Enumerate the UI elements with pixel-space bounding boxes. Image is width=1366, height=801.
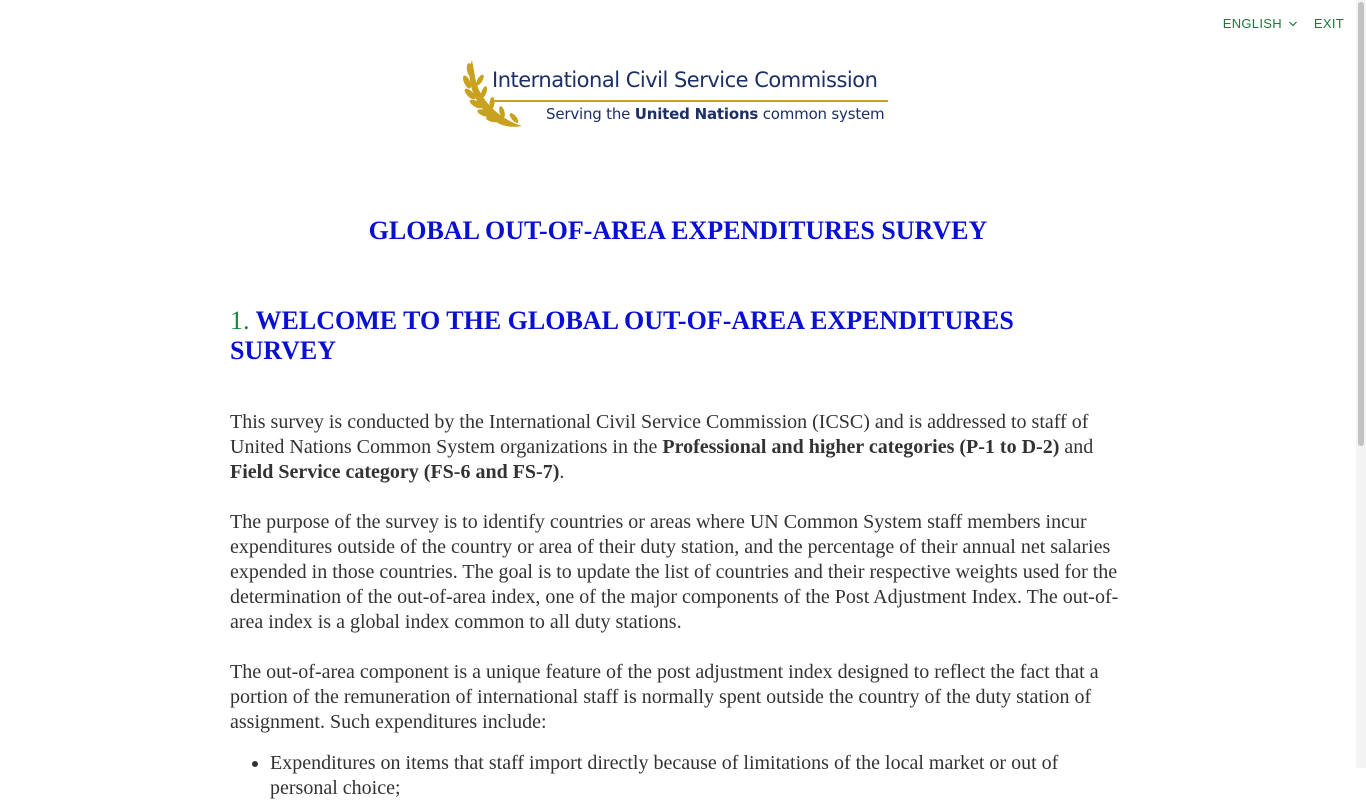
list-item: • Expenditures on items that staff import directly because of limitations of the local market or out of personal choice;: [270, 751, 1120, 801]
logo-tagline: [546, 105, 884, 123]
intro-text-e: .: [559, 461, 565, 483]
component-paragraph: The out-of-area component is a unique feature of the post adjustment index designed to reflect the fact that a portion of the remuneration of international staff is normally spent outside the country of the duty station of assignment. Such expenditures include:: [230, 661, 1099, 733]
intro-text-c: and: [1059, 436, 1094, 458]
intro-text-categories-field: Field Service category (FS-6 and FS-7): [230, 461, 560, 483]
intro-text-a: This survey is conducted by the International Civil Service Commission (ICSC) and is addressed to staff of United Nations Common System organizations in the: [230, 411, 1089, 458]
welcome-section: [230, 306, 1120, 801]
top-bar: [1223, 16, 1344, 31]
intro-text-categories-professional: Professional and higher categories (P-1 to D-2): [662, 436, 1060, 458]
logo-tagline-un: United Nations: [634, 105, 759, 123]
intro-paragraph: [230, 410, 1120, 485]
logo-tagline-post: common system: [758, 105, 885, 123]
chevron-down-icon: [1288, 19, 1298, 29]
logo-title: International Civil Service Commission: [492, 68, 878, 92]
section-heading: [230, 306, 1120, 366]
scrollbar-thumb[interactable]: [1358, 2, 1364, 446]
exit-link[interactable]: EXIT: [1313, 16, 1344, 31]
logo-divider: [492, 100, 888, 102]
logo-tagline-pre: Serving the: [546, 105, 635, 123]
page-scrollbar[interactable]: [1356, 0, 1366, 768]
section-number: 1.: [230, 306, 250, 335]
survey-title: GLOBAL OUT-OF-AREA EXPENDITURES SURVEY: [368, 216, 988, 245]
purpose-paragraph: The purpose of the survey is to identify countries or areas where UN Common System staff members incur expenditures outside of the country or area of their duty station, and the percentage of their annual net salaries expended in those countries. The goal is to update the list of countries and their respective weights used for the determination of the out-of-area index, one of the major components of the Post Adjustment Index. The out-of-area index is a global index common to all duty stations.: [230, 511, 1119, 633]
language-selector[interactable]: [1223, 16, 1298, 31]
expenditure-list: [230, 751, 1120, 801]
icsc-logo: [462, 56, 892, 130]
language-label: ENGLISH: [1222, 16, 1282, 31]
section-title: WELCOME TO THE GLOBAL OUT-OF-AREA EXPENDITURES SURVEY: [230, 306, 1014, 365]
